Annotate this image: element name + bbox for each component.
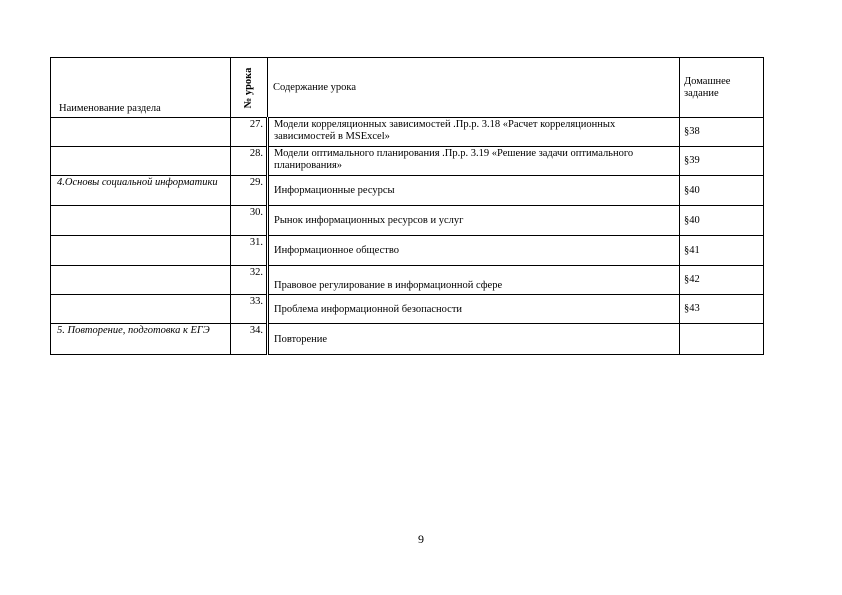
table-row bbox=[51, 266, 764, 295]
table-row bbox=[51, 324, 764, 355]
section-cell bbox=[51, 266, 231, 295]
lesson-number-cell: 29. bbox=[231, 176, 268, 206]
lesson-content-cell: Информационные ресурсы bbox=[268, 176, 680, 206]
page-number: 9 bbox=[418, 532, 424, 546]
table-row bbox=[51, 118, 764, 147]
section-cell bbox=[51, 206, 231, 236]
homework-cell: §41 bbox=[680, 236, 764, 266]
table-row bbox=[51, 295, 764, 324]
header-homework: Домашнее задание bbox=[680, 58, 764, 118]
lesson-content-cell: Повторение bbox=[268, 324, 680, 355]
lesson-number-cell: 31. bbox=[231, 236, 268, 266]
lesson-number-cell: 32. bbox=[231, 266, 268, 295]
homework-cell: §42 bbox=[680, 266, 764, 295]
homework-cell: §40 bbox=[680, 206, 764, 236]
homework-cell: §40 bbox=[680, 176, 764, 206]
lesson-content-cell: Модели оптимального планирования .Пр.р. 3.19 «Решение задачи оптимального планирования» bbox=[268, 147, 680, 176]
table-row bbox=[51, 206, 764, 236]
header-section: Наименование раздела bbox=[51, 58, 231, 118]
lesson-number-cell: 27. bbox=[231, 118, 268, 147]
lesson-number-cell: 30. bbox=[231, 206, 268, 236]
homework-cell: §39 bbox=[680, 147, 764, 176]
homework-cell: §43 bbox=[680, 295, 764, 324]
lesson-content-cell: Информационное общество bbox=[268, 236, 680, 266]
lesson-content-cell: Правовое регулирование в информационной сфере bbox=[268, 266, 680, 295]
table-row bbox=[51, 176, 764, 206]
lesson-content-cell: Проблема информационной безопасности bbox=[268, 295, 680, 324]
section-cell bbox=[51, 118, 231, 147]
curriculum-table bbox=[50, 57, 764, 355]
lesson-number-cell: 33. bbox=[231, 295, 268, 324]
lesson-content-cell: Модели корреляционных зависимостей .Пр.р. 3.18 «Расчет корреляционных зависимостей в MSExcel» bbox=[268, 118, 680, 147]
lesson-number-cell: 28. bbox=[231, 147, 268, 176]
header-content: Содержание урока bbox=[268, 58, 680, 118]
header-lesson-number-label: № урока bbox=[243, 67, 254, 108]
section-cell bbox=[51, 295, 231, 324]
table-row bbox=[51, 147, 764, 176]
lesson-content-cell: Рынок информационных ресурсов и услуг bbox=[268, 206, 680, 236]
table-row bbox=[51, 236, 764, 266]
table-header-row bbox=[51, 58, 764, 118]
section-cell bbox=[51, 147, 231, 176]
section-cell: 4.Основы социальной информатики bbox=[51, 176, 231, 206]
homework-cell bbox=[680, 324, 764, 355]
header-lesson-number bbox=[231, 58, 268, 118]
homework-cell: §38 bbox=[680, 118, 764, 147]
lesson-number-cell: 34. bbox=[231, 324, 268, 355]
section-cell bbox=[51, 236, 231, 266]
section-cell: 5. Повторение, подготовка к ЕГЭ bbox=[51, 324, 231, 355]
